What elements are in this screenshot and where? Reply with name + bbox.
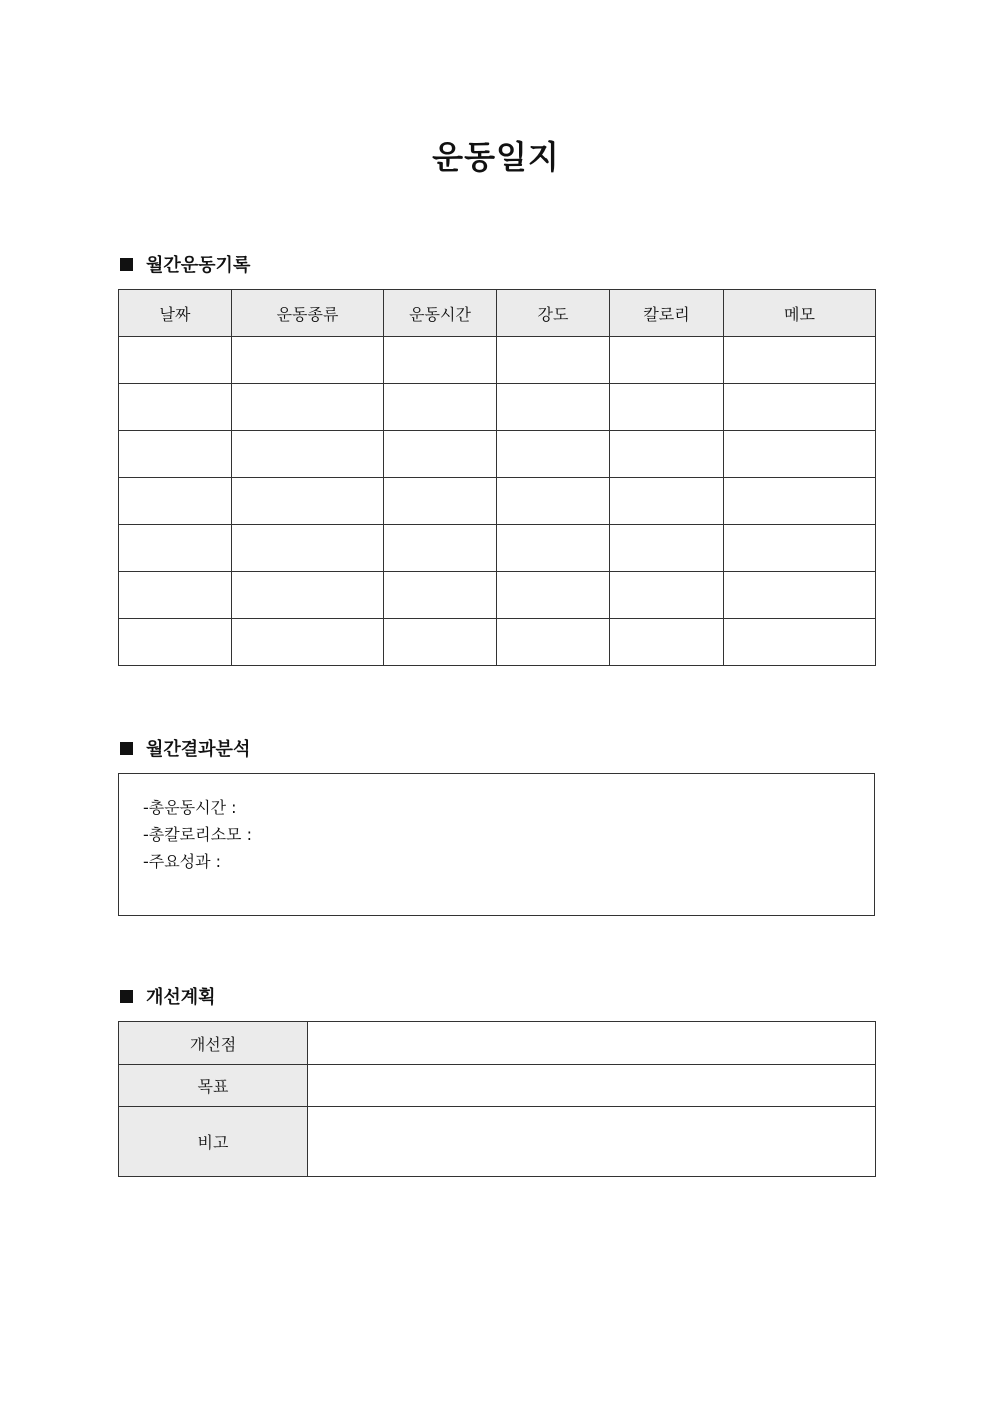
- table-cell[interactable]: [119, 337, 232, 384]
- analysis-lines: [143, 794, 252, 875]
- table-row: [119, 525, 876, 572]
- improvements-value-cell[interactable]: [308, 1022, 876, 1065]
- table-cell[interactable]: [497, 478, 610, 525]
- row-label-remarks: 비고: [119, 1107, 308, 1177]
- table-cell[interactable]: [497, 384, 610, 431]
- section-heading-monthly-analysis: [120, 735, 250, 761]
- table-cell[interactable]: [384, 384, 497, 431]
- table-row: [119, 478, 876, 525]
- table-cell[interactable]: [119, 431, 232, 478]
- column-header-calories: 칼로리: [610, 290, 724, 337]
- table-cell[interactable]: [724, 572, 876, 619]
- table-cell[interactable]: [610, 384, 724, 431]
- square-bullet-icon: [120, 990, 133, 1003]
- table-cell[interactable]: [232, 478, 384, 525]
- table-header-row: [119, 290, 876, 337]
- table-cell[interactable]: [497, 572, 610, 619]
- table-cell[interactable]: [724, 525, 876, 572]
- column-header-intensity: 강도: [497, 290, 610, 337]
- section-heading-improvement-plan: [120, 983, 216, 1009]
- column-header-memo: 메모: [724, 290, 876, 337]
- section-heading-label: 월간결과분석: [146, 739, 251, 760]
- table-cell[interactable]: [724, 619, 876, 666]
- table-row: [119, 572, 876, 619]
- improvement-plan-table: [118, 1021, 876, 1177]
- table-cell[interactable]: [232, 337, 384, 384]
- section-heading-label: 월간운동기록: [146, 255, 251, 276]
- table-cell[interactable]: [119, 619, 232, 666]
- table-row: [119, 384, 876, 431]
- table-cell[interactable]: [384, 525, 497, 572]
- square-bullet-icon: [120, 742, 133, 755]
- analysis-box[interactable]: [118, 773, 875, 916]
- table-cell[interactable]: [119, 384, 232, 431]
- table-cell[interactable]: [232, 525, 384, 572]
- table-cell[interactable]: [497, 431, 610, 478]
- table-cell[interactable]: [610, 525, 724, 572]
- table-cell[interactable]: [119, 478, 232, 525]
- analysis-line-total-time: -총운동시간 :: [143, 798, 237, 817]
- square-bullet-icon: [120, 258, 133, 271]
- table-cell[interactable]: [384, 572, 497, 619]
- table-cell[interactable]: [232, 619, 384, 666]
- table-cell[interactable]: [724, 478, 876, 525]
- table-row: [119, 1065, 876, 1107]
- table-cell[interactable]: [610, 431, 724, 478]
- table-cell[interactable]: [610, 337, 724, 384]
- column-header-exercise-time: 운동시간: [384, 290, 497, 337]
- section-heading-monthly-record: [120, 251, 250, 277]
- table-cell[interactable]: [384, 431, 497, 478]
- analysis-line-total-calories: -총칼로리소모 :: [143, 825, 252, 844]
- table-cell[interactable]: [724, 384, 876, 431]
- monthly-record-table: [118, 289, 876, 666]
- column-header-exercise-type: 운동종류: [232, 290, 384, 337]
- table-cell[interactable]: [232, 572, 384, 619]
- table-row: [119, 1022, 876, 1065]
- analysis-line-key-achievements: -주요성과 :: [143, 852, 222, 871]
- table-cell[interactable]: [384, 478, 497, 525]
- table-cell[interactable]: [384, 619, 497, 666]
- table-cell[interactable]: [384, 337, 497, 384]
- table-cell[interactable]: [232, 431, 384, 478]
- table-cell[interactable]: [497, 337, 610, 384]
- remarks-value-cell[interactable]: [308, 1107, 876, 1177]
- table-cell[interactable]: [610, 572, 724, 619]
- table-cell[interactable]: [724, 337, 876, 384]
- table-cell[interactable]: [232, 384, 384, 431]
- section-heading-label: 개선계획: [146, 987, 216, 1008]
- table-row: [119, 1107, 876, 1177]
- table-cell[interactable]: [119, 572, 232, 619]
- column-header-date: 날짜: [119, 290, 232, 337]
- table-cell[interactable]: [610, 619, 724, 666]
- page-title: 운동일지: [432, 138, 560, 176]
- table-row: [119, 337, 876, 384]
- table-cell[interactable]: [119, 525, 232, 572]
- table-row: [119, 619, 876, 666]
- goal-value-cell[interactable]: [308, 1065, 876, 1107]
- table-cell[interactable]: [497, 619, 610, 666]
- row-label-improvements: 개선점: [119, 1022, 308, 1065]
- table-cell[interactable]: [610, 478, 724, 525]
- row-label-goal: 목표: [119, 1065, 308, 1107]
- table-row: [119, 431, 876, 478]
- table-cell[interactable]: [497, 525, 610, 572]
- table-cell[interactable]: [724, 431, 876, 478]
